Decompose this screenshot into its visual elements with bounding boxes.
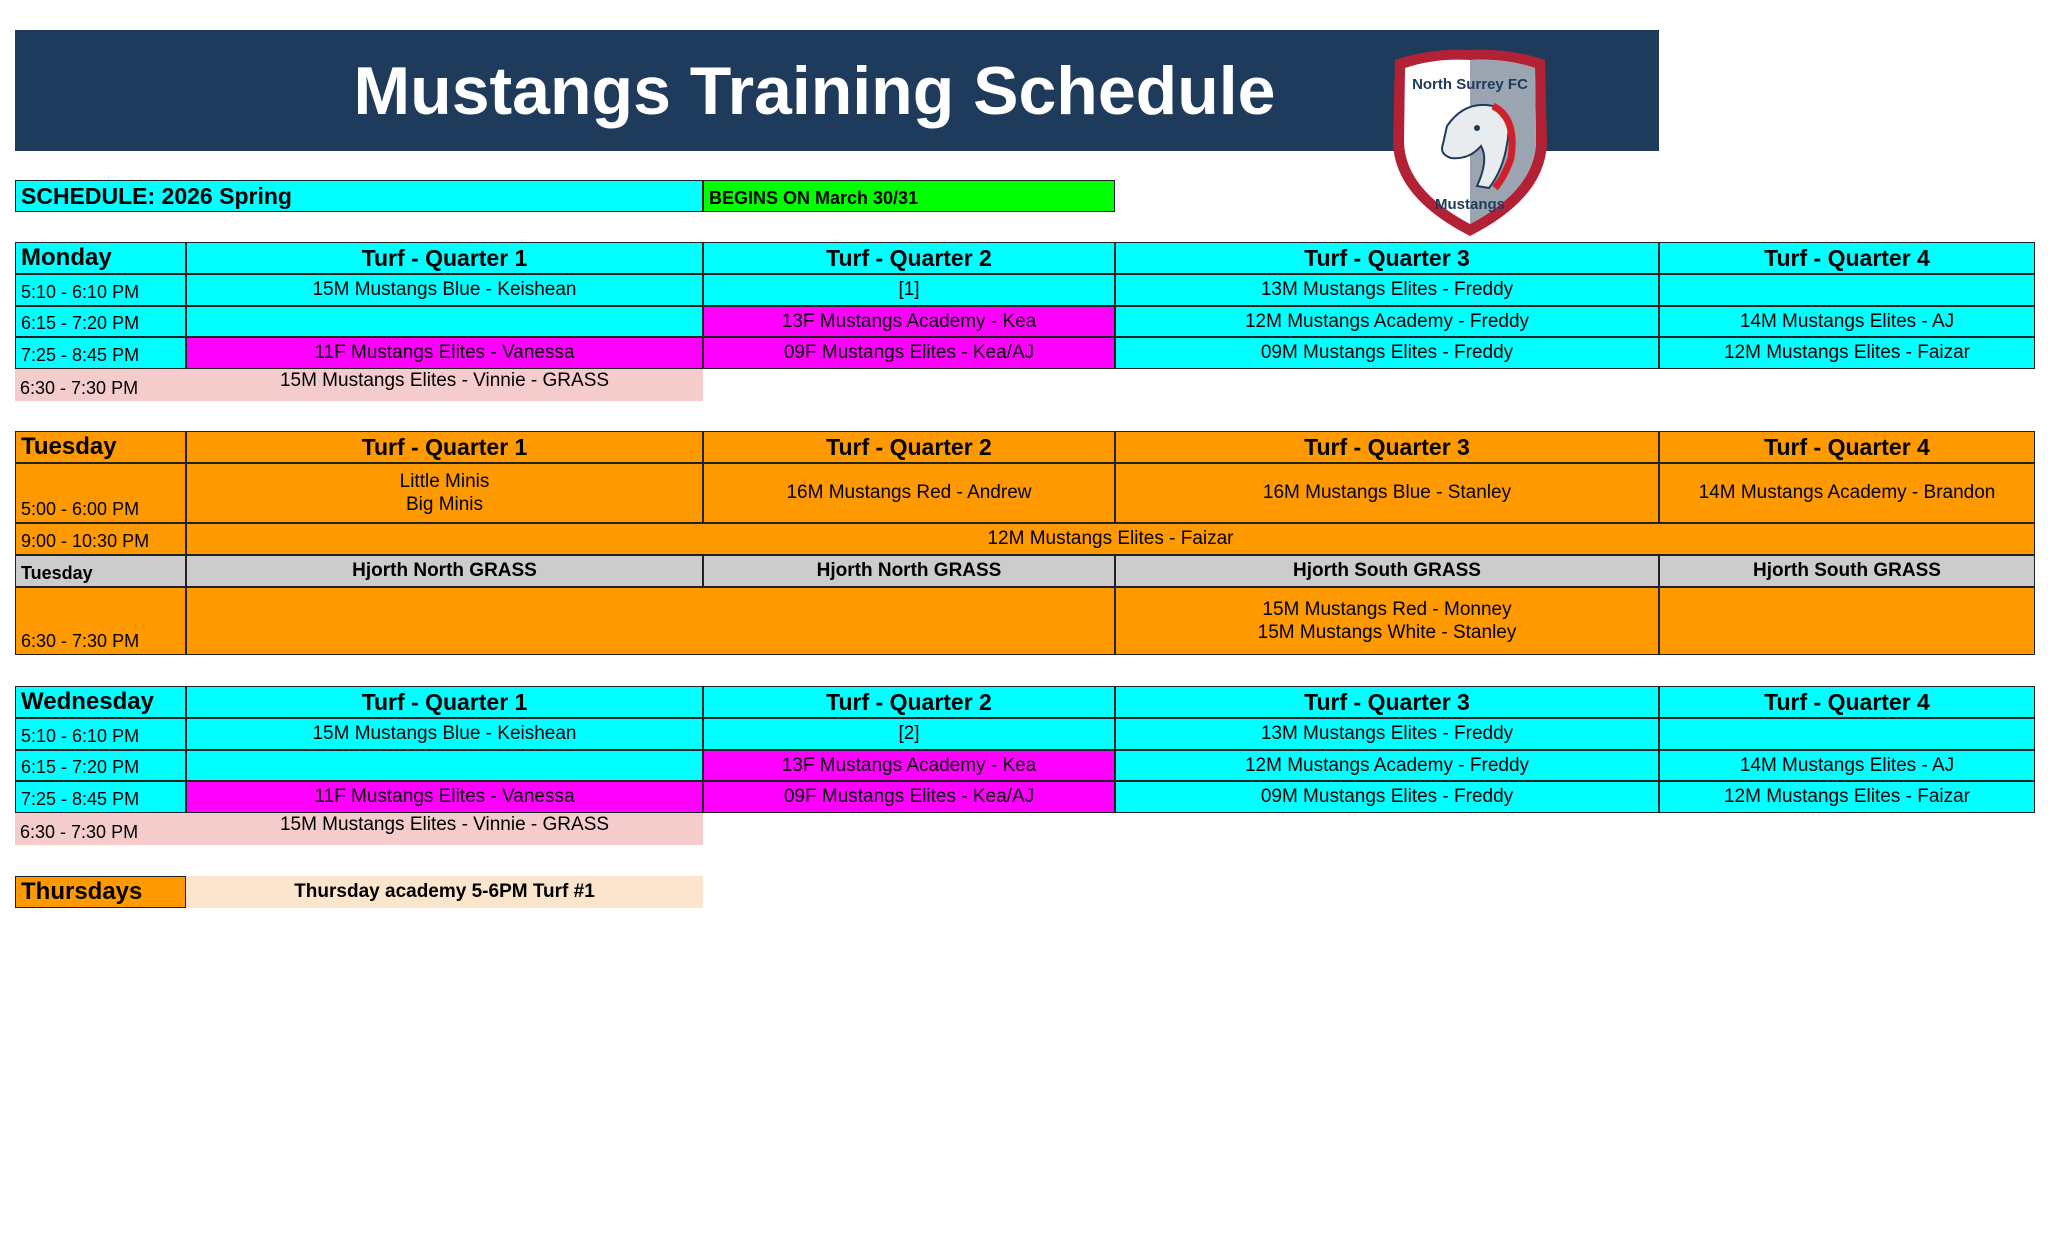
thursday-note: Thursday academy 5-6PM Turf #1 (186, 876, 703, 908)
slot-q2: 09F Mustangs Elites - Kea/AJ (703, 781, 1115, 813)
slot-q3: 12M Mustangs Academy - Freddy (1115, 750, 1659, 781)
slot-line: Big Minis (405, 494, 484, 515)
slot-q1: 11F Mustangs Elites - Vanessa (186, 781, 703, 813)
header-turf-q1: Turf - Quarter 1 (186, 242, 703, 274)
slot-full-width: 12M Mustangs Elites - Faizar (186, 523, 2035, 555)
time-slot: 5:10 - 6:10 PM (15, 718, 186, 750)
logo-top-text: North Surrey FC (1412, 76, 1528, 93)
grass-slot: 15M Mustangs Elites - Vinnie - GRASS (186, 813, 703, 845)
time-slot: 7:25 - 8:45 PM (15, 337, 186, 369)
slot-q1 (186, 750, 703, 781)
day-label-monday: Monday (15, 242, 186, 274)
slot-q3: 12M Mustangs Academy - Freddy (1115, 306, 1659, 337)
time-slot: 7:25 - 8:45 PM (15, 781, 186, 813)
time-slot: 6:30 - 7:30 PM (15, 587, 186, 655)
day-label-tuesday: Tuesday (15, 431, 186, 463)
slot-q3: 16M Mustangs Blue - Stanley (1115, 463, 1659, 523)
slot-q4: 12M Mustangs Elites - Faizar (1659, 337, 2035, 369)
slot-grass-south-2 (1659, 587, 2035, 655)
header-turf-q4: Turf - Quarter 4 (1659, 686, 2035, 718)
time-slot: 6:15 - 7:20 PM (15, 306, 186, 337)
slot-q2: 13F Mustangs Academy - Kea (703, 750, 1115, 781)
header-turf-q3: Turf - Quarter 3 (1115, 242, 1659, 274)
time-slot: 5:00 - 6:00 PM (15, 463, 186, 523)
header-turf-q4: Turf - Quarter 4 (1659, 242, 2035, 274)
slot-q3: 13M Mustangs Elites - Freddy (1115, 274, 1659, 306)
logo-bottom-text: Mustangs (1434, 196, 1505, 213)
slot-q2: 13F Mustangs Academy - Kea (703, 306, 1115, 337)
day-label-tuesday-grass: Tuesday (15, 555, 186, 587)
time-slot: 6:15 - 7:20 PM (15, 750, 186, 781)
slot-q4: 14M Mustangs Academy - Brandon (1659, 463, 2035, 523)
header-turf-q1: Turf - Quarter 1 (186, 431, 703, 463)
header-turf-q3: Turf - Quarter 3 (1115, 431, 1659, 463)
header-turf-q2: Turf - Quarter 2 (703, 242, 1115, 274)
schedule-label: SCHEDULE: 2026 Spring (15, 180, 703, 212)
slot-line: Little Minis (399, 471, 490, 492)
begins-label: BEGINS ON March 30/31 (703, 180, 1115, 212)
time-slot: 9:00 - 10:30 PM (15, 523, 186, 555)
day-label-thursday: Thursdays (15, 876, 186, 908)
slot-grass-north (186, 587, 1115, 655)
header-turf-q2: Turf - Quarter 2 (703, 431, 1115, 463)
slot-q1: 11F Mustangs Elites - Vanessa (186, 337, 703, 369)
slot-q1: 15M Mustangs Blue - Keishean (186, 274, 703, 306)
header-grass-south: Hjorth South GRASS (1659, 555, 2035, 587)
grass-time: 6:30 - 7:30 PM (15, 369, 186, 401)
slot-q2: 16M Mustangs Red - Andrew (703, 463, 1115, 523)
grass-time: 6:30 - 7:30 PM (15, 813, 186, 845)
header-grass-north: Hjorth North GRASS (703, 555, 1115, 587)
slot-q1 (186, 463, 703, 523)
slot-line: 15M Mustangs White - Stanley (1257, 622, 1517, 643)
slot-q4: 12M Mustangs Elites - Faizar (1659, 781, 2035, 813)
slot-q4: 14M Mustangs Elites - AJ (1659, 750, 2035, 781)
slot-q2: 09F Mustangs Elites - Kea/AJ (703, 337, 1115, 369)
header-grass-north: Hjorth North GRASS (186, 555, 703, 587)
page-title: Mustangs Training Schedule (15, 30, 1659, 151)
slot-q1: 15M Mustangs Blue - Keishean (186, 718, 703, 750)
header-turf-q2: Turf - Quarter 2 (703, 686, 1115, 718)
slot-q3: 09M Mustangs Elites - Freddy (1115, 781, 1659, 813)
slot-q2: [2] (703, 718, 1115, 750)
header-grass-south: Hjorth South GRASS (1115, 555, 1659, 587)
slot-q4 (1659, 718, 2035, 750)
slot-grass-south (1115, 587, 1659, 655)
grass-slot: 15M Mustangs Elites - Vinnie - GRASS (186, 369, 703, 401)
slot-q3: 09M Mustangs Elites - Freddy (1115, 337, 1659, 369)
header-turf-q1: Turf - Quarter 1 (186, 686, 703, 718)
slot-q1 (186, 306, 703, 337)
slot-line: 15M Mustangs Red - Monney (1262, 599, 1512, 620)
slot-q4 (1659, 274, 2035, 306)
header-turf-q4: Turf - Quarter 4 (1659, 431, 2035, 463)
header-turf-q3: Turf - Quarter 3 (1115, 686, 1659, 718)
slot-q2: [1] (703, 274, 1115, 306)
slot-q4: 14M Mustangs Elites - AJ (1659, 306, 2035, 337)
slot-q3: 13M Mustangs Elites - Freddy (1115, 718, 1659, 750)
day-label-wednesday: Wednesday (15, 686, 186, 718)
time-slot: 5:10 - 6:10 PM (15, 274, 186, 306)
club-logo (1385, 48, 1555, 238)
